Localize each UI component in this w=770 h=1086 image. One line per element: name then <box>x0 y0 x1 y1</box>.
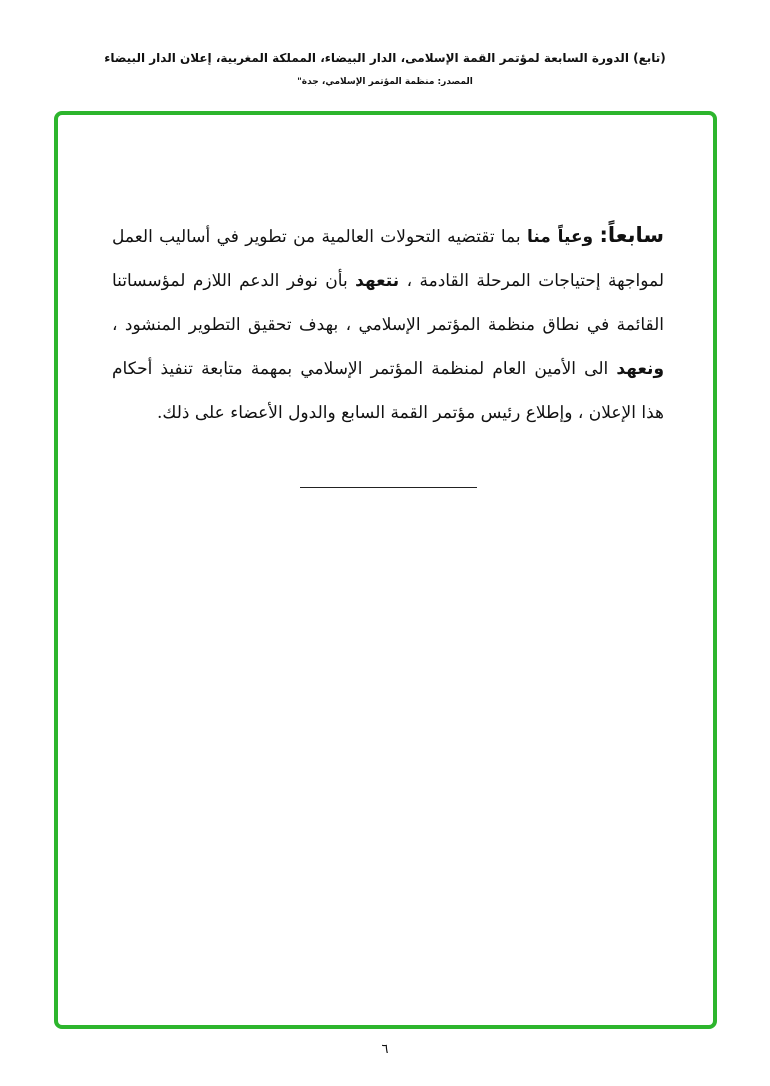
paragraph-segment-3: الى الأمين العام لمنظمة المؤتمر الإسلامي بمهمة متابعة تنفيذ أحكام هذا الإعلان ، وإطلاع رئيس مؤتمر القمة السابع والدول الأعضاء على ذلك. <box>112 359 664 423</box>
declaration-paragraph <box>112 213 664 435</box>
document-source-line: المصدر: منظمة المؤتمر الإسلامي، جدة" <box>297 77 473 87</box>
keyword-pledge: نتعهد <box>355 271 400 291</box>
page-number: ٦ <box>381 1042 389 1057</box>
keyword-awareness: وعياً منا <box>526 227 594 247</box>
paragraph-segment-2: بأن نوفر الدعم اللازم لمؤسساتنا القائمة في نطاق منظمة المؤتمر الإسلامي ، بهدف تحقيق التطوير المنشود ، <box>112 271 664 335</box>
paragraph-segment-1: بما تقتضيه التحولات العالمية من تطوير في أساليب العمل لمواجهة إحتياجات المرحلة القادمة ، <box>112 227 664 291</box>
section-divider <box>300 487 477 488</box>
clause-number: سابعاً: <box>599 223 665 247</box>
document-header-title: (تابع) الدورة السابعة لمؤتمر القمة الإسلامى، الدار البيضاء، المملكة المغربية، إعلان الدار البيضاء <box>104 51 666 65</box>
keyword-entrust: ونعهد <box>616 359 665 379</box>
